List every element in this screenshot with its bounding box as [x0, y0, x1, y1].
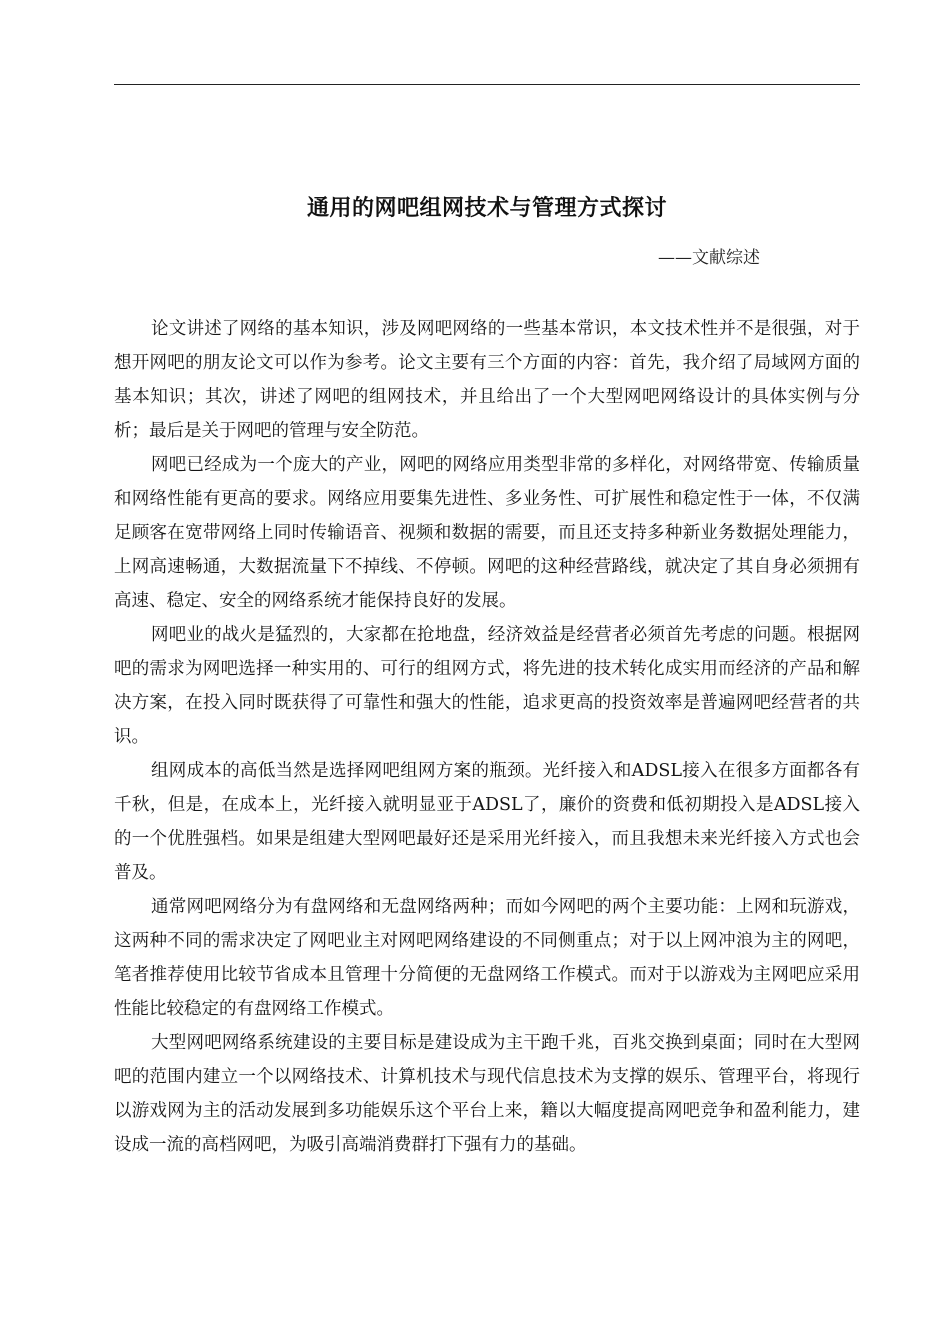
header-rule	[114, 84, 860, 85]
paragraph: 大型网吧网络系统建设的主要目标是建设成为主干跑千兆，百兆交换到桌面；同时在大型网吧的范围内建立一个以网络技术、计算机技术与现代信息技术为支撑的娱乐、管理平台，将现行以游戏网为主的活动发展到多功能娱乐这个平台上来，籍以大幅度提高网吧竞争和盈利能力，建设成一流的高档网吧，为吸引高端消费群打下强有力的基础。	[114, 1033, 860, 1155]
document-body	[114, 312, 860, 1162]
document-title: 通用的网吧组网技术与管理方式探讨	[306, 196, 667, 221]
paragraph: 网吧已经成为一个庞大的产业，网吧的网络应用类型非常的多样化，对网络带宽、传输质量和网络性能有更高的要求。网络应用要集先进性、多业务性、可扩展性和稳定性于一体，不仅满足顾客在宽带网络上同时传输语音、视频和数据的需要，而且还支持多种新业务数据处理能力，上网高速畅通，大数据流量下不掉线、不停顿。网吧的这种经营路线，就决定了其自身必须拥有高速、稳定、安全的网络系统才能保持良好的发展。	[114, 455, 860, 611]
document-subtitle: ——文献综述	[658, 248, 760, 268]
paragraph: 论文讲述了网络的基本知识，涉及网吧网络的一些基本常识，本文技术性并不是很强，对于想开网吧的朋友论文可以作为参考。论文主要有三个方面的内容：首先，我介绍了局域网方面的基本知识；其次，讲述了网吧的组网技术，并且给出了一个大型网吧网络设计的具体实例与分析；最后是关于网吧的管理与安全防范。	[114, 319, 860, 441]
paragraph: 组网成本的高低当然是选择网吧组网方案的瓶颈。光纤接入和ADSL接入在很多方面都各有千秋，但是，在成本上，光纤接入就明显亚于ADSL了，廉价的资费和低初期投入是ADSL接入的一个优胜强档。如果是组建大型网吧最好还是采用光纤接入，而且我想未来光纤接入方式也会普及。	[114, 761, 860, 883]
paragraph: 通常网吧网络分为有盘网络和无盘网络两种；而如今网吧的两个主要功能：上网和玩游戏，这两种不同的需求决定了网吧业主对网吧网络建设的不同侧重点；对于以上网冲浪为主的网吧，笔者推荐使用比较节省成本且管理十分简便的无盘网络工作模式。而对于以游戏为主网吧应采用性能比较稳定的有盘网络工作模式。	[114, 897, 860, 1019]
paragraph: 网吧业的战火是猛烈的，大家都在抢地盘，经济效益是经营者必须首先考虑的问题。根据网吧的需求为网吧选择一种实用的、可行的组网方式，将先进的技术转化成实用而经济的产品和解决方案，在投入同时既获得了可靠性和强大的性能，追求更高的投资效率是普遍网吧经营者的共识。	[114, 625, 860, 747]
